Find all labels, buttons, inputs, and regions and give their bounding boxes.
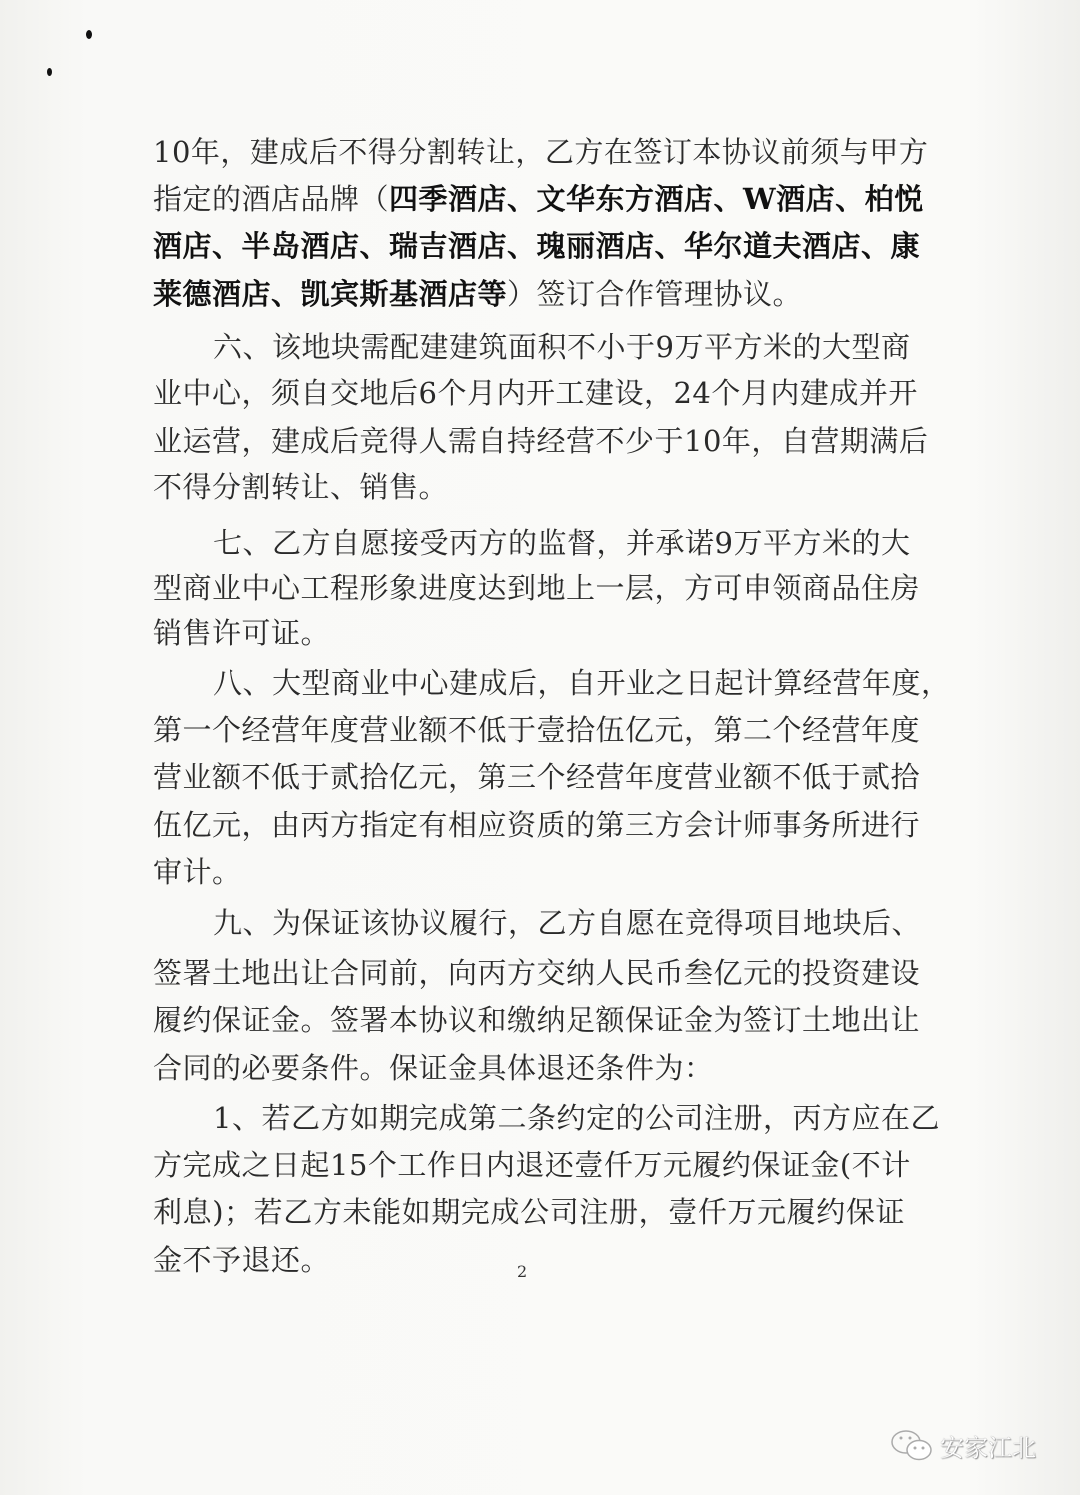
text-segment: 1、若乙方如期完成第二条约定的公司注册，丙方应在乙 [213,1101,940,1135]
watermark-text: 安家江北 [940,1434,1036,1462]
text-segment: ）签订合作管理协议。 [507,277,803,311]
text-segment: 方完成之日起15个工作日内退还壹仟万元履约保证金(不计 [153,1148,911,1182]
bold-text: 四季酒店、文华东方酒店、W酒店、柏悦 [389,182,924,216]
text-line [153,710,921,750]
text-line [153,132,929,172]
text-segment: 七、乙方自愿接受丙方的监督，并承诺9万平方米的大 [213,526,911,560]
text-segment: 审计。 [153,855,242,889]
scan-speck [86,30,92,39]
text-segment: 型商业中心工程形象进度达到地上一层，方可申领商品住房 [153,571,921,605]
page-number: 2 [517,1262,528,1281]
text-segment: 不得分割转让、销售。 [153,470,449,504]
bold-text: 莱德酒店、凯宾斯基酒店等 [153,277,508,311]
text-segment: 营业额不低于贰拾亿元，第三个经营年度营业额不低于贰拾 [153,760,921,794]
text-segment: 业运营，建成后竞得人需自持经营不少于10年，自营期满后 [153,424,929,458]
text-line [153,274,905,314]
text-segment: 利息)；若乙方未能如期完成公司注册，壹仟万元履约保证 [153,1195,905,1229]
text-line [153,613,905,653]
text-line [213,1098,940,1138]
text-line [213,523,911,563]
text-segment: 业中心，须自交地后6个月内开工建设，24个月内建成并开 [153,376,918,410]
text-line [153,421,929,461]
wechat-icon [890,1429,934,1463]
text-segment: 10年，建成后不得分割转让，乙方在签订本协议前须与甲方 [153,135,929,169]
bold-text: 酒店、半岛酒店、瑞吉酒店、瑰丽酒店、华尔道夫酒店、康 [153,229,921,263]
text-line [213,663,951,703]
text-line [213,903,922,943]
text-line [213,327,911,367]
text-segment: 伍亿元，由丙方指定有相应资质的第三方会计师事务所进行 [153,808,921,842]
text-segment: 销售许可证。 [153,616,331,650]
text-segment: 履约保证金。签署本协议和缴纳足额保证金为签订土地出让 [153,1003,921,1037]
text-line [153,953,921,993]
text-segment: 金不予退还。 [153,1243,331,1277]
text-segment: 第一个经营年度营业额不低于壹拾伍亿元，第二个经营年度 [153,713,921,747]
text-line [153,1192,905,1232]
text-line [153,852,905,892]
watermark [890,1428,1036,1463]
text-line [153,1048,905,1088]
text-line [153,467,905,507]
text-line [153,179,924,219]
text-line [153,1145,911,1185]
text-line [153,757,921,797]
text-line [153,805,921,845]
text-segment: 九、为保证该协议履行，乙方自愿在竞得项目地块后、 [213,906,922,940]
text-line [153,373,918,413]
scan-speck [47,68,52,76]
text-line [153,1240,905,1280]
text-segment: 指定的酒店品牌（ [153,182,390,216]
text-segment: 六、该地块需配建建筑面积不小于9万平方米的大型商 [213,330,911,364]
text-segment: 合同的必要条件。保证金具体退还条件为： [153,1051,714,1085]
text-line [153,568,921,608]
text-segment: 签署土地出让合同前，向丙方交纳人民币叁亿元的投资建设 [153,956,921,990]
text-segment: 八、大型商业中心建成后，自开业之日起计算经营年度， [213,666,951,700]
text-line [153,226,921,266]
text-line [153,1000,921,1040]
